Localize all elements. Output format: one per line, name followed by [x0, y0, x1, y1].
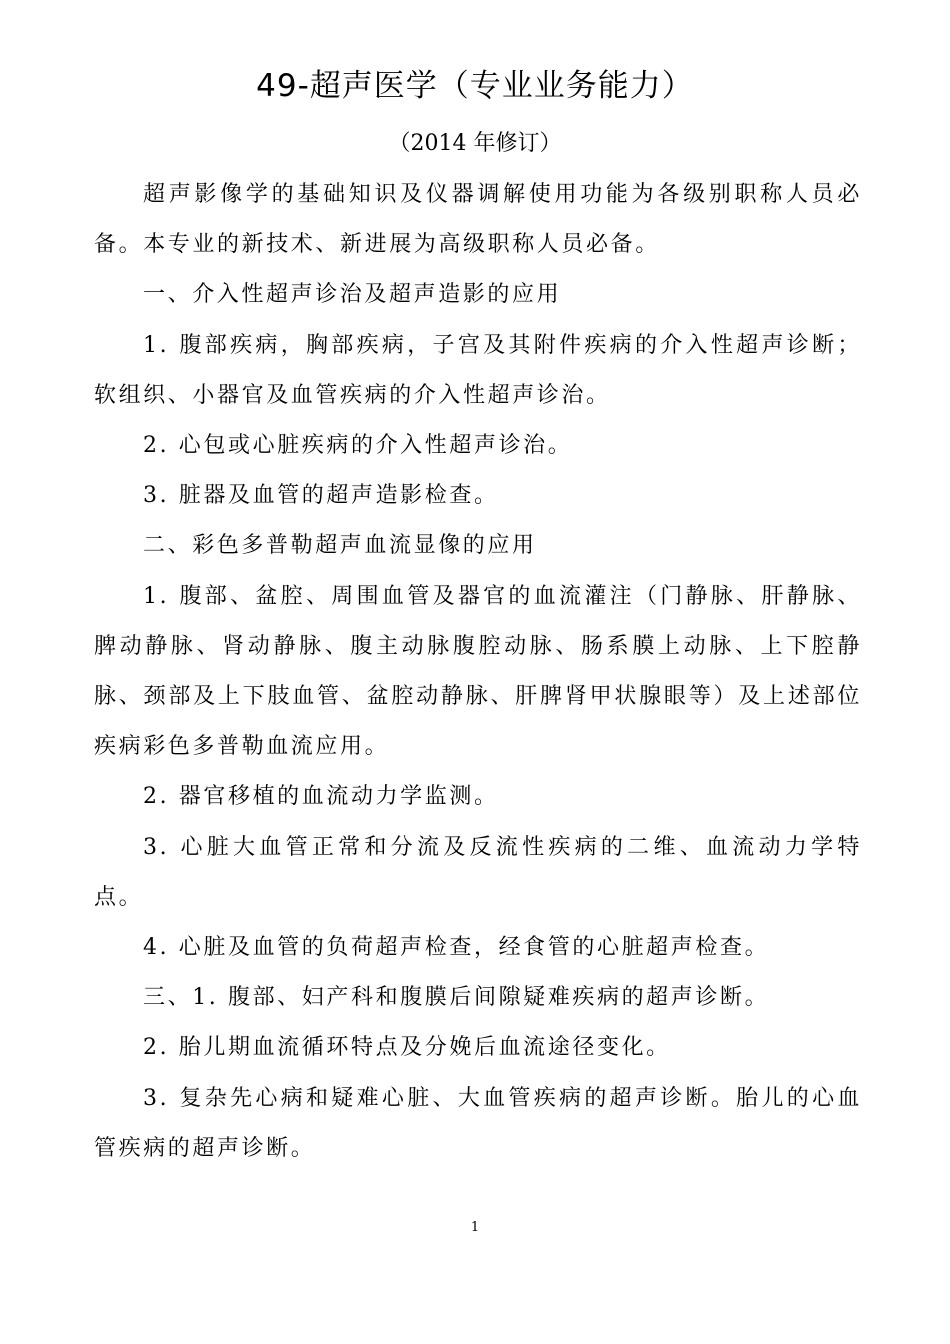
document-subtitle: （2014 年修订）	[388, 131, 562, 156]
document-title: 49-超声医学（专业业务能力）	[256, 68, 694, 104]
paragraph-1-2: 2. 心包或心脏疾病的介入性超声诊治。	[143, 433, 573, 459]
section-heading-1: 一、介入性超声诊治及超声造影的应用	[143, 282, 562, 308]
paragraph-1-3: 3. 脏器及血管的超声造影检查。	[143, 483, 499, 509]
paragraph-intro: 超声影像学的基础知识及仪器调解使用功能为各级别职称人员必备。本专业的新技术、新进展为高级职称人员必备。	[94, 182, 862, 258]
section-heading-2: 二、彩色多普勒超声血流显像的应用	[143, 533, 537, 559]
paragraph-2-3: 3. 心脏大血管正常和分流及反流性疾病的二维、血流动力学特点。	[94, 834, 862, 910]
section-heading-3: 三、1. 腹部、妇产科和腹膜后间隙疑难疾病的超声诊断。	[143, 985, 770, 1011]
page-number: 1	[470, 1220, 480, 1235]
paragraph-3-3: 3. 复杂先心病和疑难心脏、大血管疾病的超声诊断。胎儿的心血管疾病的超声诊断。	[94, 1085, 862, 1161]
paragraph-2-2: 2. 器官移植的血流动力学监测。	[143, 784, 499, 810]
document-body	[94, 170, 862, 1174]
paragraph-2-4: 4. 心脏及血管的负荷超声检查，经食管的心脏超声检查。	[143, 935, 770, 961]
paragraph-2-1: 1. 腹部、盆腔、周围血管及器官的血流灌注（门静脉、肝静脉、脾动静脉、肾动静脉、腹主动脉腹腔动脉、肠系膜上动脉、上下腔静脉、颈部及上下肢血管、盆腔动静脉、肝脾肾甲状腺眼等）及上述部位疾病彩色多普勒血流应用。	[94, 583, 862, 760]
paragraph-1-1: 1. 腹部疾病，胸部疾病，子宫及其附件疾病的介入性超声诊断；软组织、小器官及血管疾病的介入性超声诊治。	[94, 332, 862, 408]
paragraph-3-2: 2. 胎儿期血流循环特点及分娩后血流途径变化。	[143, 1035, 671, 1061]
